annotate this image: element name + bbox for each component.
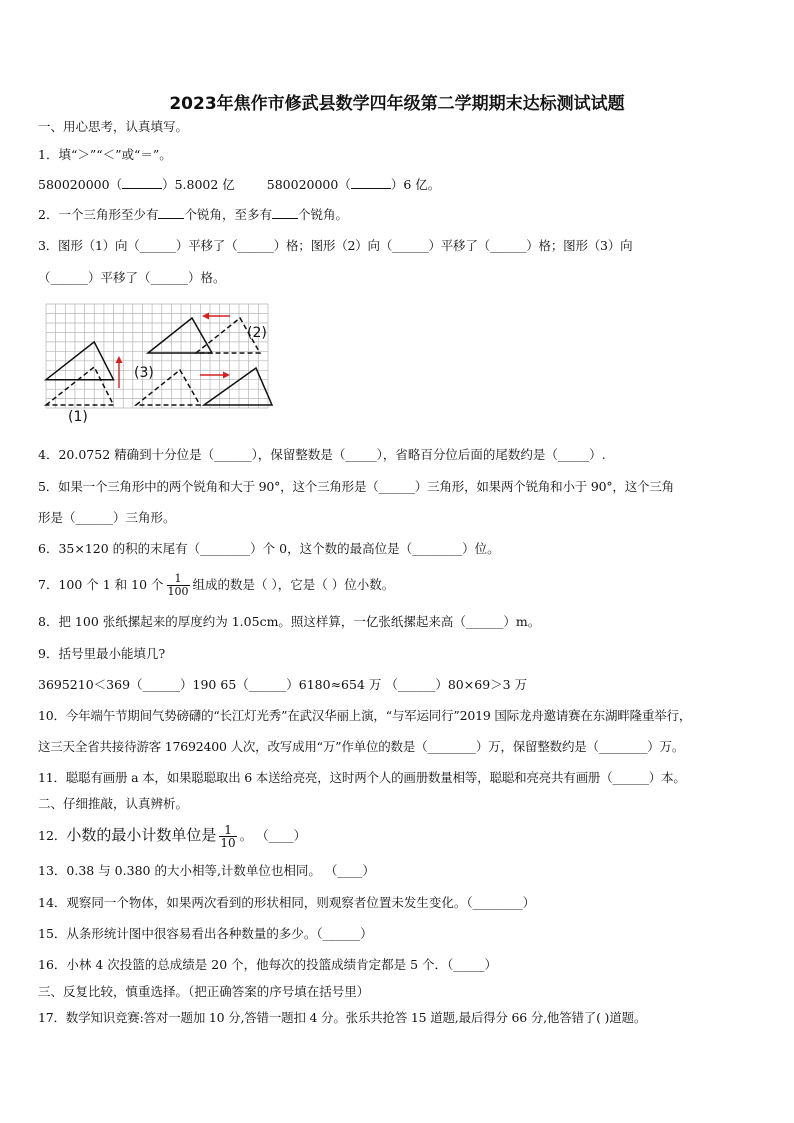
q12-fraction [219,824,236,849]
q1-a-left: 580020000（ [38,177,123,192]
figure-label-1: (1) [68,409,88,425]
question-9-row: 3695210＜369（______）190 65（______）6180≈654 万 （______）80×69＞3 万 [38,677,528,692]
q7-frac-denominator: 100 [167,585,189,598]
question-7 [38,569,764,601]
question-12 [38,818,764,853]
translation-grid-figure [44,300,276,428]
q7-text-1: 7．100 个 1 和 10 个 [38,577,164,592]
q12-frac-numerator: 1 [219,824,236,837]
arrow-right-icon [200,372,230,379]
q7-frac-numerator: 1 [167,573,190,586]
question-5-line-1: 5．如果一个三角形中的两个锐角和大于 90°，这个三角形是（______）三角形，如果两个锐角和小于 90°，这个三角 [38,479,674,494]
question-11: 11．聪聪有画册 a 本，如果聪聪取出 6 本送给亮亮，这时两个人的画册数量相等，聪聪和亮亮共有画册（______）本。 [38,770,686,785]
figure-label-3: (3) [134,365,154,381]
question-9-label: 9．括号里最小能填几? [38,646,166,661]
section-1-heading: 一、用心思考，认真填写。 [38,119,189,134]
question-2 [38,206,764,224]
question-15: 15．从条形统计图中很容易看出各种数量的多少。（______） [38,926,373,941]
question-17: 17．数学知识竞赛:答对一题加 10 分,答错一题扣 4 分。张乐共抢答 15 道题,最后得分 66 分,他答错了( )道题。 [38,1010,647,1025]
q7-text-2: 组成的数是（ ），它是（ ）位小数。 [192,577,395,592]
q2-text-3: 个锐角。 [297,207,348,222]
question-6: 6．35×120 的积的末尾有（________）个 0，这个数的最高位是（________）位。 [38,541,500,556]
question-3-line-2: （______）平移了（______）格。 [38,270,226,285]
question-16: 16．小林 4 次投篮的总成绩是 20 个，他每次的投篮成绩肯定都是 5 个．（_____） [38,957,498,972]
question-14: 14．观察同一个物体，如果两次看到的形状相同，则观察者位置未发生变化。（________） [38,895,536,910]
q1-b-blank[interactable] [351,188,391,189]
section-3-heading: 三、反复比较，慎重选择。（把正确答案的序号填在括号里） [38,984,370,999]
q1-b-right: ）6 亿。 [390,177,441,192]
question-10-line-1: 10．今年端午节期间气势磅礴的“长江灯光秀”在武汉华丽上演，“与军运同行”2019 国际龙舟邀请赛在东湖畔隆重举行， [38,708,692,723]
q12-frac-denominator: 10 [220,836,236,850]
question-3-line-1: 3．图形（1）向（______）平移了（______）格；图形（2）向（______）平移了（______）格；图形（3）向 [38,238,633,253]
q2-blank-2[interactable] [272,218,298,219]
q7-fraction [167,573,190,598]
q12-text: 小数的最小计数单位是 [66,826,217,844]
q2-text-1: 2．一个三角形至少有 [38,207,159,222]
question-4: 4．20.0752 精确到十分位是（______），保留整数是（_____），省略百分位后面的尾数约是（_____）. [38,447,606,462]
question-10-line-2: 这三天全省共接待游客 17692400 人次，改写成用“万”作单位的数是（________）万，保留整数约是（________）万。 [38,739,685,754]
question-1-label: 1．填“＞”“＜”或“＝”。 [38,147,172,162]
figure-label-2: (2) [247,325,267,341]
question-13: 13．0.38 与 0.380 的大小相等,计数单位也相同。 （____） [38,863,375,878]
question-1-row [38,176,764,194]
q1-a-right: ）5.8002 亿 [162,177,235,192]
question-5-line-2: 形是（______）三角形。 [38,510,176,525]
grid-lines [46,304,268,408]
page-title: 2023年焦作市修武县数学四年级第二学期期末达标测试试题 [169,94,625,114]
q12-number: 12． [38,828,67,843]
q1-b-left: 580020000（ [266,177,351,192]
q1-a-blank[interactable] [122,188,162,189]
section-2-heading: 二、仔细推敲，认真辨析。 [38,796,189,811]
q2-text-2: 个锐角，至多有 [184,207,272,222]
question-8: 8．把 100 张纸摞起来的厚度约为 1.05cm。照这样算，一亿张纸摞起来高（______）m。 [38,614,541,629]
triangle-3-solid [204,368,272,405]
q12-tail: 。 （____） [239,828,307,843]
q2-blank-1[interactable] [158,218,184,219]
